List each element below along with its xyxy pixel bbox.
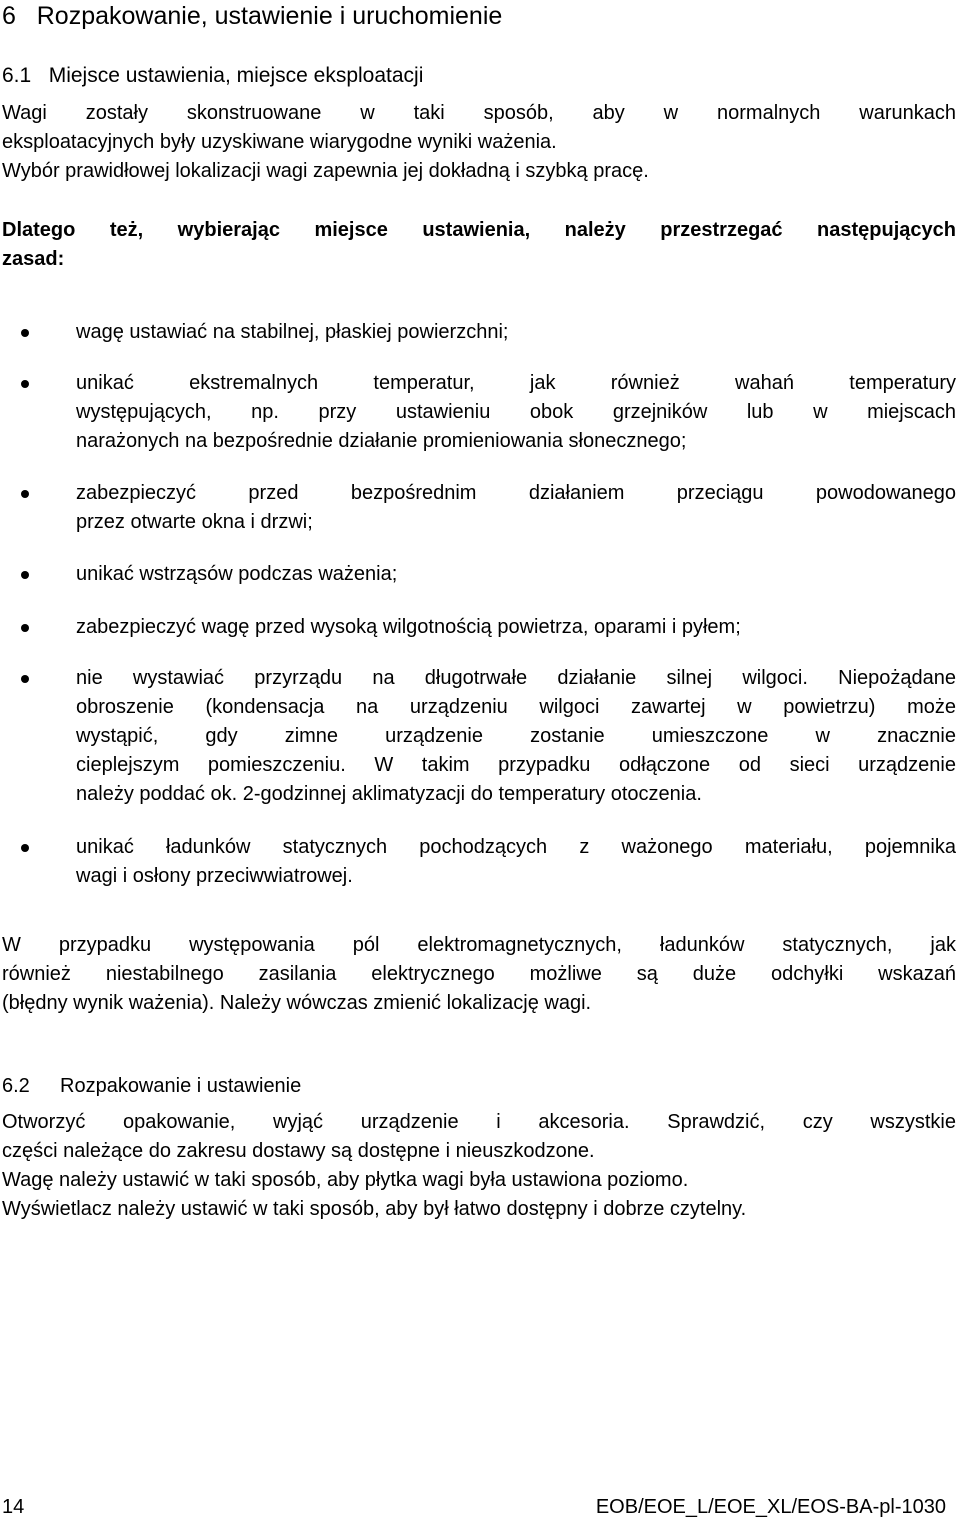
section-6-1-number: 6.1 — [2, 64, 32, 87]
bullet-line: zabezpieczyć przed bezpośrednim działaniem przeciągu powodowanego — [76, 482, 956, 504]
section-6-2-line: Wyświetlacz należy ustawić w taki sposób, aby był łatwo dostępny i dobrze czytelny. — [2, 1198, 747, 1220]
bullet-line: należy poddać ok. 2-godzinnej aklimatyzacji do temperatury otoczenia. — [76, 783, 702, 805]
bullet-line: cieplejszym pomieszczeniu. W takim przypadku odłączone od sieci urządzenie — [76, 754, 956, 776]
bullet-line: wystąpić, gdy zimne urządzenie zostanie umieszczone w znacznie — [76, 725, 956, 747]
section-6-2-number: 6.2 — [2, 1075, 30, 1097]
rules-lead-line: zasad: — [2, 248, 65, 270]
bullet-line: narażonych na bezpośrednie działanie promieniowania słonecznego; — [76, 430, 687, 452]
bullet-line: wagę ustawiać na stabilnej, płaskiej powierzchni; — [76, 321, 509, 343]
closing-line: (błędny wynik ważenia). Należy wówczas zmienić lokalizację wagi. — [2, 992, 592, 1014]
bullet-line: unikać wstrząsów podczas ważenia; — [76, 563, 398, 585]
bullet-line: unikać ładunków statycznych pochodzących z ważonego materiału, pojemnika — [76, 836, 956, 858]
bullet-dot-icon — [21, 844, 29, 852]
closing-line: W przypadku występowania pól elektromagnetycznych, ładunków statycznych, jak — [2, 934, 956, 956]
bullet-text — [76, 560, 956, 589]
rules-lead-line: Dlatego też, wybierając miejsce ustawienia, należy przestrzegać następujących — [2, 219, 956, 241]
bullet-line: obroszenie (kondensacja na urządzeniu wilgoci zawartej w powietrzu) może — [76, 696, 956, 718]
section-6-2-line: części należące do zakresu dostawy są dostępne i nieuszkodzone. — [2, 1140, 595, 1162]
bullet-text — [76, 833, 956, 891]
bullet-dot-icon — [21, 624, 29, 632]
section-6-1-heading — [2, 62, 423, 90]
rules-lead-paragraph — [2, 216, 956, 274]
bullet-dot-icon — [21, 490, 29, 498]
document-code: EOB/EOE_L/EOE_XL/EOS-BA-pl-1030 — [595, 1496, 946, 1518]
bullet-dot-icon — [21, 329, 29, 337]
section-6-2-title: Rozpakowanie i ustawienie — [60, 1075, 302, 1097]
section-6-2-paragraph — [2, 1108, 956, 1224]
bullet-dot-icon — [21, 380, 29, 388]
bullet-dot-icon — [21, 571, 29, 579]
page-number: 14 — [2, 1496, 25, 1518]
bullet-text — [76, 664, 956, 809]
section-6-2-line: Wagę należy ustawić w taki sposób, aby płytka wagi była ustawiona poziomo. — [2, 1169, 689, 1191]
chapter-heading — [2, 0, 502, 32]
chapter-number: 6 — [2, 2, 16, 30]
chapter-title: Rozpakowanie, ustawienie i uruchomienie — [36, 2, 503, 30]
bullet-line: unikać ekstremalnych temperatur, jak również wahań temperatury — [76, 372, 956, 394]
intro-line: Wybór prawidłowej lokalizacji wagi zapewnia jej dokładną i szybką pracę. — [2, 160, 649, 182]
bullet-text — [76, 479, 956, 537]
bullet-text — [76, 613, 956, 642]
bullet-line: zabezpieczyć wagę przed wysoką wilgotnością powietrza, oparami i pyłem; — [76, 616, 741, 638]
bullet-dot-icon — [21, 675, 29, 683]
section-6-2-heading — [2, 1072, 301, 1100]
bullet-text — [76, 369, 956, 456]
intro-line: eksploatacyjnych były uzyskiwane wiarygodne wyniki ważenia. — [2, 131, 557, 153]
bullet-line: nie wystawiać przyrządu na długotrwałe działanie silnej wilgoci. Niepożądane — [76, 667, 956, 689]
section-6-2-line: Otworzyć opakowanie, wyjąć urządzenie i akcesoria. Sprawdzić, czy wszystkie — [2, 1111, 956, 1133]
closing-paragraph — [2, 931, 956, 1018]
closing-line: również niestabilnego zasilania elektrycznego możliwe są duże odchyłki wskazań — [2, 963, 956, 985]
section-6-1-title: Miejsce ustawienia, miejsce eksploatacji — [48, 64, 424, 87]
bullet-line: przez otwarte okna i drzwi; — [76, 511, 313, 533]
bullet-text — [76, 318, 956, 347]
intro-paragraph — [2, 99, 956, 186]
bullet-line: wagi i osłony przeciwwiatrowej. — [76, 865, 353, 887]
bullet-line: występujących, np. przy ustawieniu obok grzejników lub w miejscach — [76, 401, 956, 423]
intro-line: Wagi zostały skonstruowane w taki sposób, aby w normalnych warunkach — [2, 102, 956, 124]
